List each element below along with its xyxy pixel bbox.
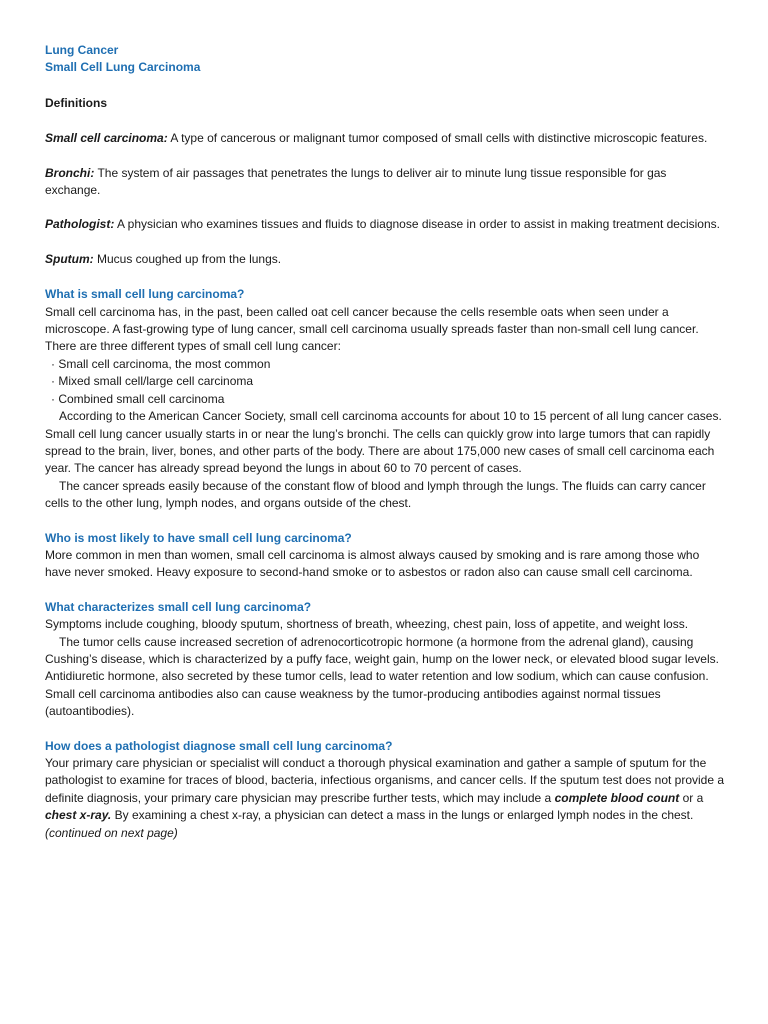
definition-text: The system of air passages that penetrates the lungs to deliver air to minute lung tissue responsible for gas exchange.	[45, 165, 667, 198]
definitions-heading: Definitions	[45, 95, 107, 110]
paragraph: Small cell carcinoma has, in the past, been called oat cell cancer because the cells resemble oats when seen under a microscope. A fast-growing type of lung cancer, small cell carcinoma usually spreads faster than non-small cell lung cancer. There are three different types of small cell lung cancer:	[45, 304, 699, 354]
document-title: Lung Cancer	[45, 43, 119, 57]
definition-term: Small cell carcinoma:	[45, 131, 168, 146]
section-heading: What is small cell lung carcinoma?	[45, 287, 245, 302]
paragraph: More common in men than women, small cell carcinoma is almost always caused by smoking and is rare among those who have never smoked. Heavy exposure to second-hand smoke or to asbestos or radon also can cause small cell carcinoma.	[45, 547, 700, 580]
definition-item	[45, 216, 725, 233]
definition-item	[45, 165, 725, 200]
continued-note: (continued on next page)	[45, 825, 178, 840]
paragraph: The tumor cells cause increased secretion of adrenocorticotropic hormone (a hormone from the adrenal gland), causing Cushing’s disease, which is characterized by a puffy face, weight gain, hump on the lower neck, or elevated blood sugar levels. Antidiuretic hormone, also secreted by these tumor cells, lead to water retention and low sodium, which can cause confusion. Small cell carcinoma antibodies also can cause weakness by the tumor-producing antibodies against normal tissues (autoantibodies).	[45, 634, 719, 719]
list-item: · Combined small cell carcinoma	[51, 391, 225, 406]
definition-item	[45, 130, 725, 147]
document-page	[45, 42, 725, 842]
section-heading: Who is most likely to have small cell lung carcinoma?	[45, 530, 352, 545]
definition-term: Sputum:	[45, 251, 94, 266]
definition-text: Mucus coughed up from the lungs.	[93, 251, 282, 266]
list-item: · Small cell carcinoma, the most common	[51, 356, 271, 371]
paragraph: The cancer spreads easily because of the constant flow of blood and lymph through the lungs. The fluids can carry cancer cells to the other lung, lymph nodes, and organs outside of the chest.	[45, 478, 706, 511]
emphasis-text: complete blood count	[554, 790, 680, 805]
list-item: · Mixed small cell/large cell carcinoma	[51, 374, 254, 389]
paragraph-text: Your primary care physician or specialist will conduct a thorough physical examination and gather a sample of sputum for the pathologist to examine for traces of blood, bacteria, infectious organisms, and cancer cells. If the sputum test does not provide a definite diagnosis, your primary care physician may prescribe further tests, which may include a	[45, 756, 725, 805]
definition-text: A type of cancerous or malignant tumor composed of small cells with distinctive microscopic features.	[167, 131, 708, 146]
document-subtitle: Small Cell Lung Carcinoma	[45, 60, 201, 75]
paragraph: According to the American Cancer Society, small cell carcinoma accounts for about 10 to 15 percent of all lung cancer cases. Small cell lung cancer usually starts in or near the lung’s bronchi. The cells can quickly grow into large tumors that can rapidly spread to the brain, liver, bones, and other parts of the body. There are about 175,000 new cases of small cell carcinoma each year. The cancer has already spread beyond the lungs in about 60 to 70 percent of cases.	[45, 409, 722, 476]
section-heading: What characterizes small cell lung carcinoma?	[45, 599, 312, 614]
paragraph-text: or a	[679, 790, 704, 805]
emphasis-text: chest x-ray.	[45, 808, 112, 823]
definition-term: Pathologist:	[45, 217, 115, 232]
paragraph: Symptoms include coughing, bloody sputum, shortness of breath, wheezing, chest pain, loss of appetite, and weight loss.	[45, 617, 689, 632]
definition-text: A physician who examines tissues and fluids to diagnose disease in order to assist in making treatment decisions.	[114, 217, 720, 232]
definition-item	[45, 251, 725, 268]
paragraph	[45, 755, 725, 825]
paragraph-text: By examining a chest x-ray, a physician can detect a mass in the lungs or enlarged lymph nodes in the chest.	[111, 808, 694, 823]
definition-term: Bronchi:	[45, 165, 95, 180]
section-heading: How does a pathologist diagnose small cell lung carcinoma?	[45, 738, 393, 753]
